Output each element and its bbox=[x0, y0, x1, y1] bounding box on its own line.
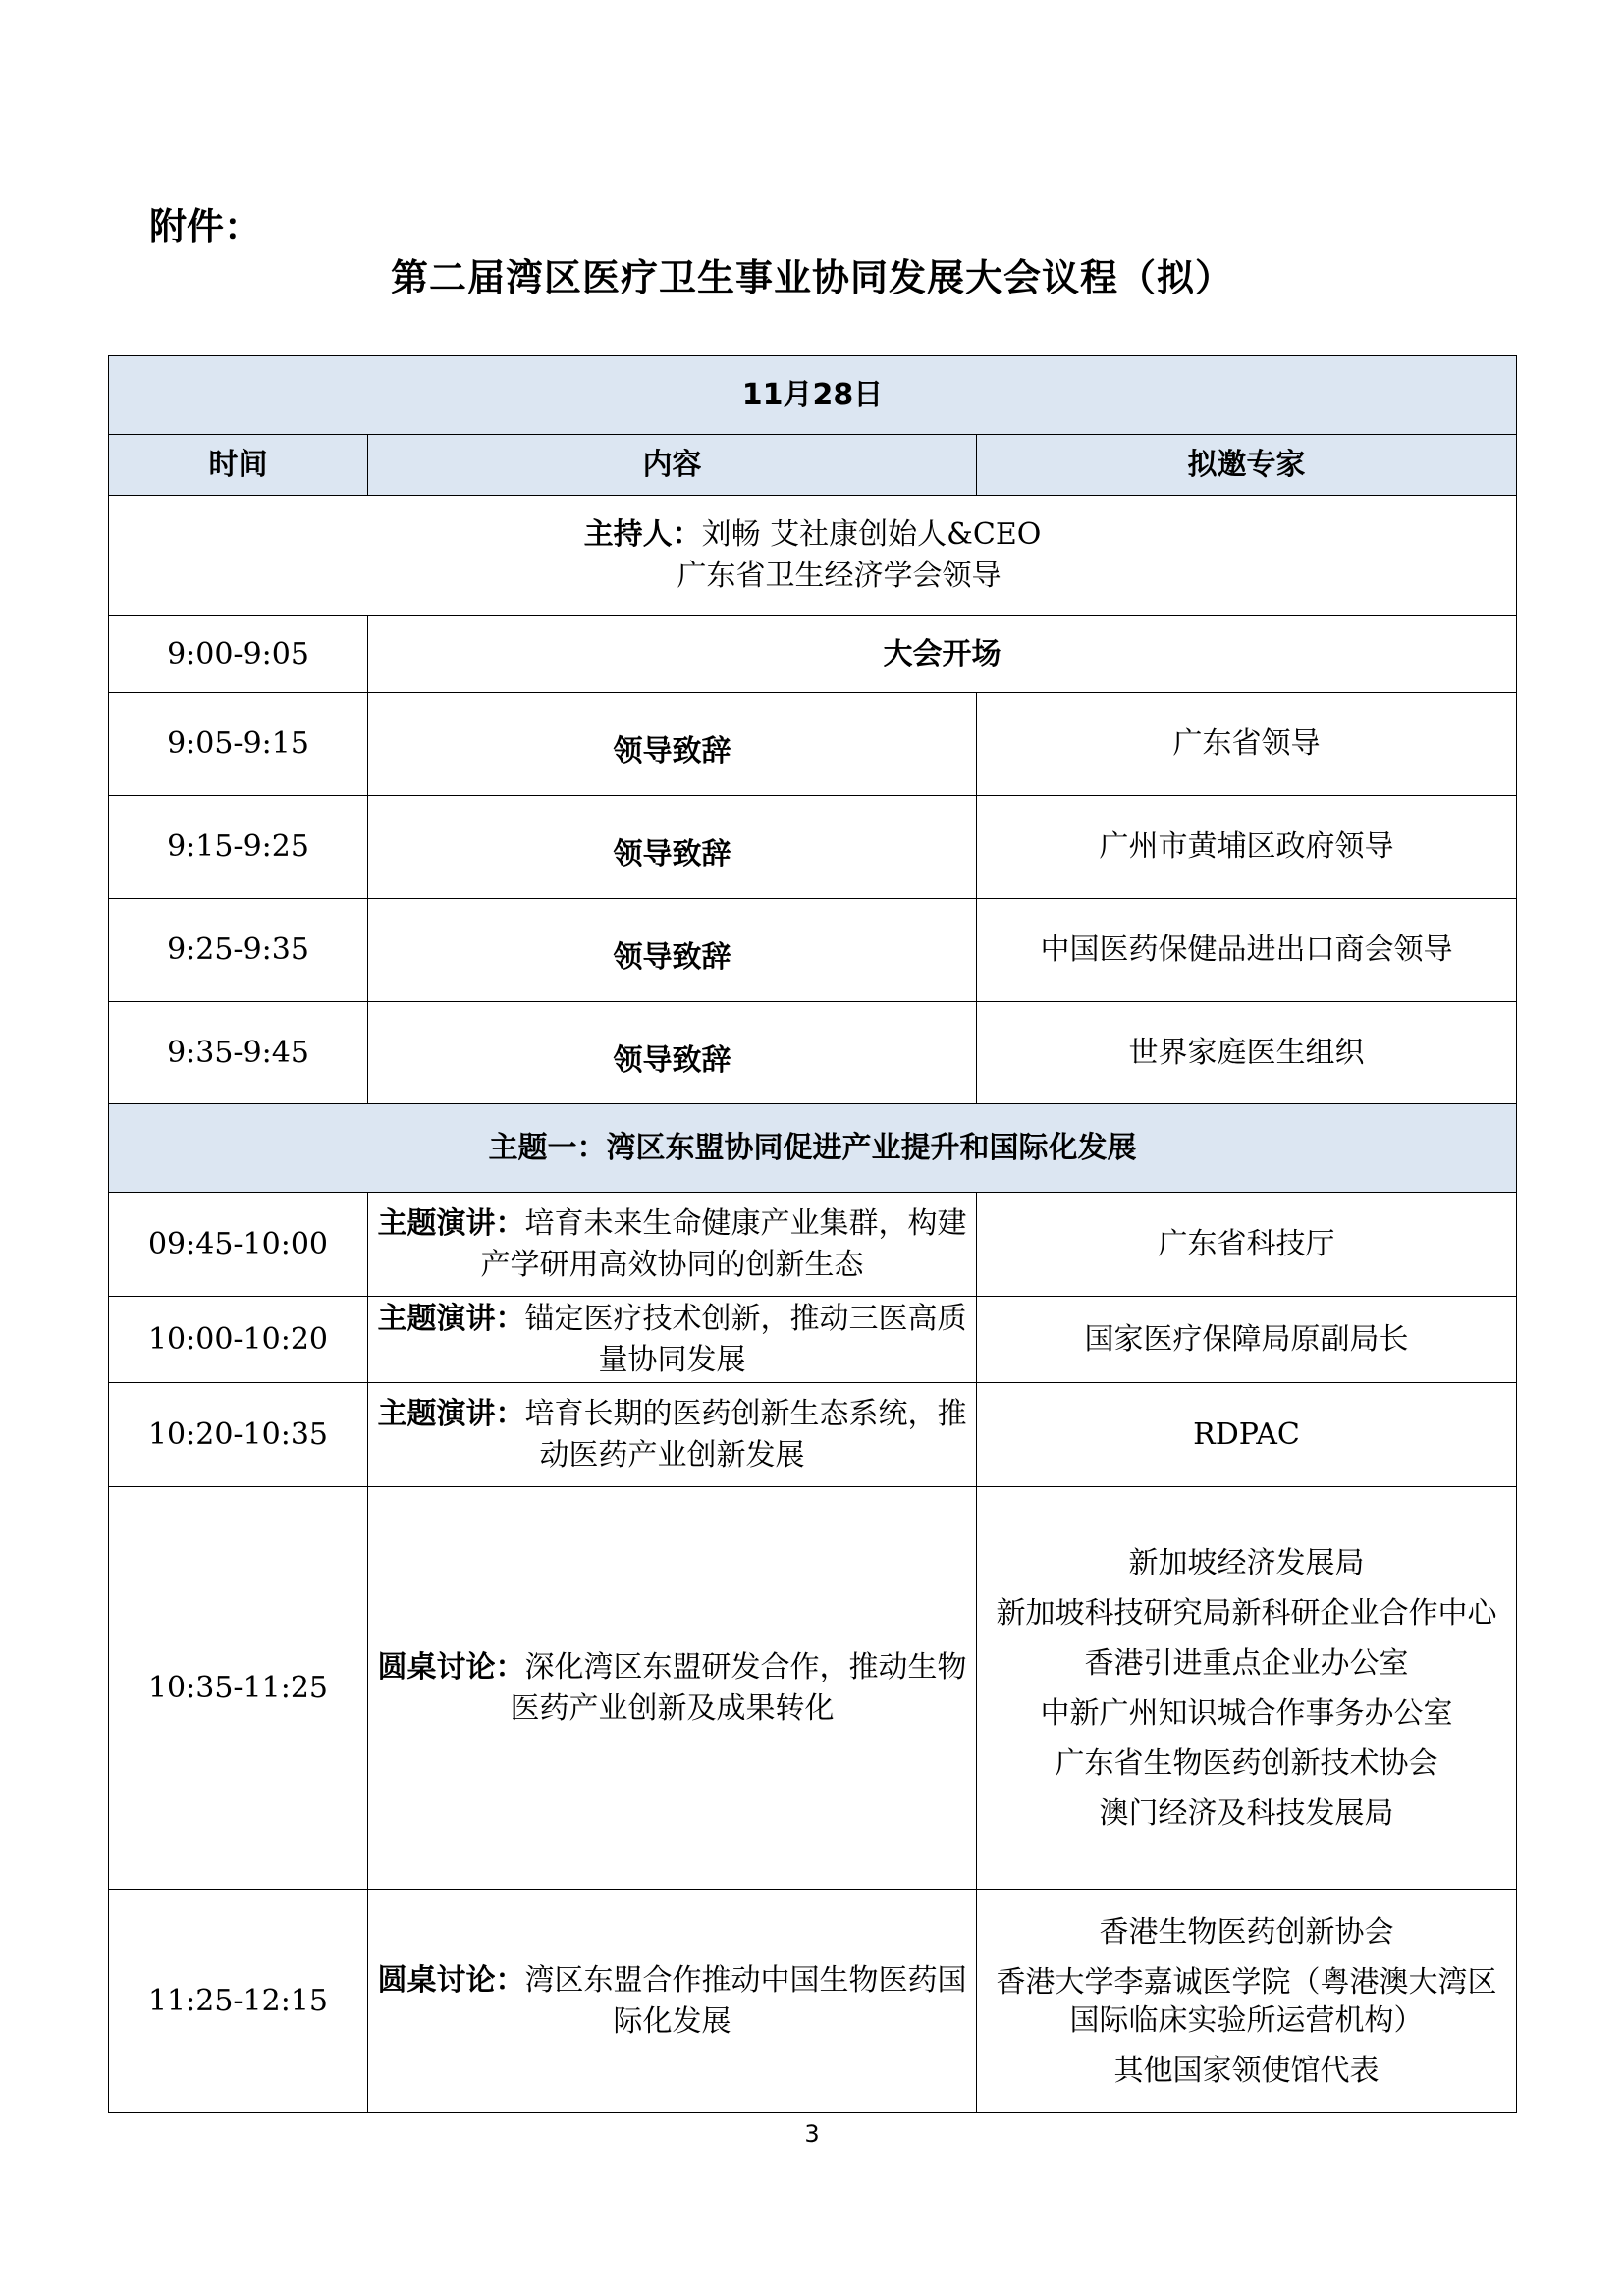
keynote-content bbox=[368, 1193, 977, 1297]
speech-time: 9:05-9:15 bbox=[109, 693, 368, 796]
keynote-text: 锚定医疗技术创新，推动三医高质量协同发展 bbox=[524, 1301, 967, 1377]
roundtable-text: 湾区东盟合作推动中国生物医药国际化发展 bbox=[524, 1962, 967, 2039]
column-header-experts: 拟邀专家 bbox=[977, 435, 1517, 496]
expert-item: 澳门经济及科技发展局 bbox=[1099, 1795, 1394, 1831]
host-cell bbox=[109, 496, 1517, 616]
roundtable-row bbox=[109, 1487, 1517, 1890]
speech-content: 领导致辞 bbox=[368, 899, 977, 1002]
expert-item: 广东省生物医药创新技术协会 bbox=[1055, 1745, 1438, 1781]
column-header-time: 时间 bbox=[109, 435, 368, 496]
speech-row bbox=[109, 1002, 1517, 1104]
expert-item: 香港生物医药创新协会 bbox=[1099, 1914, 1394, 1949]
theme-row bbox=[109, 1104, 1517, 1193]
column-header-content: 内容 bbox=[368, 435, 977, 496]
speech-expert: 广州市黄埔区政府领导 bbox=[977, 796, 1517, 899]
date-header: 11月28日 bbox=[109, 356, 1517, 435]
expert-item: 其他国家领使馆代表 bbox=[1113, 2053, 1380, 2088]
theme-heading: 主题一：湾区东盟协同促进产业提升和国际化发展 bbox=[109, 1104, 1517, 1193]
keynote-label: 主题演讲： bbox=[377, 1396, 525, 1431]
opening-time: 9:00-9:05 bbox=[109, 616, 368, 693]
expert-item: 新加坡经济发展局 bbox=[1128, 1545, 1365, 1580]
speech-time: 9:25-9:35 bbox=[109, 899, 368, 1002]
roundtable-experts bbox=[977, 1487, 1517, 1890]
speech-row bbox=[109, 693, 1517, 796]
agenda-table bbox=[108, 355, 1517, 2113]
speech-expert: 广东省领导 bbox=[977, 693, 1517, 796]
roundtable-row bbox=[109, 1890, 1517, 2113]
roundtable-time: 10:35-11:25 bbox=[109, 1487, 368, 1890]
keynote-expert: 广东省科技厅 bbox=[977, 1193, 1517, 1297]
opening-content: 大会开场 bbox=[368, 616, 1517, 693]
page-number: 3 bbox=[804, 2120, 820, 2148]
keynote-row bbox=[109, 1297, 1517, 1383]
keynote-time: 10:20-10:35 bbox=[109, 1383, 368, 1487]
keynote-label: 主题演讲： bbox=[377, 1205, 525, 1241]
host-label: 主持人： bbox=[583, 517, 702, 552]
speech-expert: 世界家庭医生组织 bbox=[977, 1002, 1517, 1104]
roundtable-content bbox=[368, 1487, 977, 1890]
expert-item: 新加坡科技研究局新科研企业合作中心 bbox=[996, 1595, 1497, 1630]
keynote-text: 培育长期的医药创新生态系统，推动医药产业创新发展 bbox=[524, 1396, 967, 1472]
keynote-time: 10:00-10:20 bbox=[109, 1297, 368, 1383]
keynote-content bbox=[368, 1297, 977, 1383]
roundtable-time: 11:25-12:15 bbox=[109, 1890, 368, 2113]
speech-time: 9:15-9:25 bbox=[109, 796, 368, 899]
roundtable-experts bbox=[977, 1890, 1517, 2113]
keynote-expert: RDPAC bbox=[977, 1383, 1517, 1487]
host-name: 刘畅 艾社康创始人&CEO bbox=[701, 517, 1042, 552]
speech-row bbox=[109, 796, 1517, 899]
expert-item: 香港引进重点企业办公室 bbox=[1084, 1645, 1409, 1681]
column-header-row bbox=[109, 435, 1517, 496]
keynote-label: 主题演讲： bbox=[377, 1301, 525, 1336]
keynote-expert: 国家医疗保障局原副局长 bbox=[977, 1297, 1517, 1383]
expert-item: 香港大学李嘉诚医学院（粤港澳大湾区国际临床实验所运营机构） bbox=[996, 1964, 1497, 2038]
host-row bbox=[109, 496, 1517, 616]
speech-time: 9:35-9:45 bbox=[109, 1002, 368, 1104]
attachment-label: 附件： bbox=[149, 205, 262, 248]
roundtable-label: 圆桌讨论： bbox=[377, 1649, 525, 1684]
expert-item: 中新广州知识城合作事务办公室 bbox=[1040, 1695, 1453, 1731]
document-title: 第二届湾区医疗卫生事业协同发展大会议程（拟） bbox=[390, 256, 1233, 299]
keynote-time: 09:45-10:00 bbox=[109, 1193, 368, 1297]
speech-content: 领导致辞 bbox=[368, 796, 977, 899]
date-row bbox=[109, 356, 1517, 435]
host-line2: 广东省卫生经济学会领导 bbox=[677, 559, 1001, 593]
roundtable-label: 圆桌讨论： bbox=[377, 1962, 525, 1998]
speech-content: 领导致辞 bbox=[368, 693, 977, 796]
keynote-row bbox=[109, 1193, 1517, 1297]
keynote-text: 培育未来生命健康产业集群，构建产学研用高效协同的创新生态 bbox=[480, 1205, 967, 1282]
speech-row bbox=[109, 899, 1517, 1002]
roundtable-text: 深化湾区东盟研发合作，推动生物医药产业创新及成果转化 bbox=[510, 1649, 967, 1726]
speech-expert: 中国医药保健品进出口商会领导 bbox=[977, 899, 1517, 1002]
opening-row bbox=[109, 616, 1517, 693]
roundtable-content bbox=[368, 1890, 977, 2113]
keynote-row bbox=[109, 1383, 1517, 1487]
keynote-content bbox=[368, 1383, 977, 1487]
speech-content: 领导致辞 bbox=[368, 1002, 977, 1104]
